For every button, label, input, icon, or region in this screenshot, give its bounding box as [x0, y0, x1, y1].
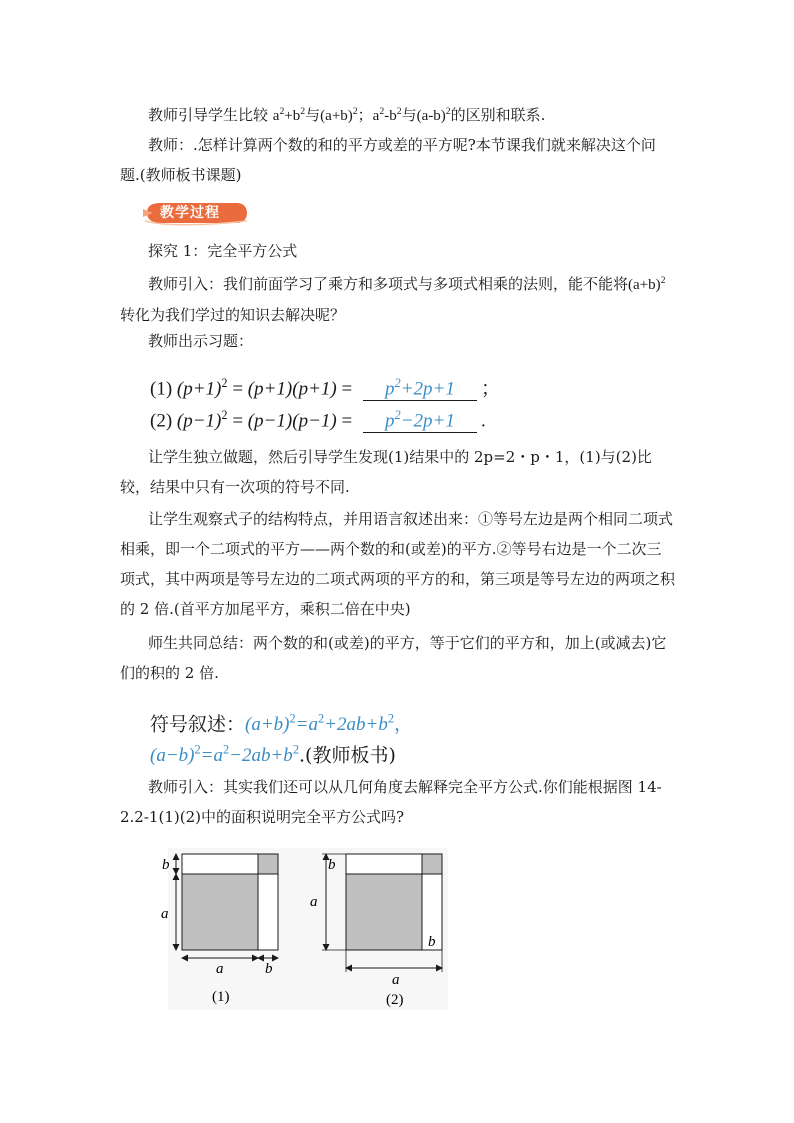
fig2-label-b-inner: b — [428, 934, 436, 950]
fig1-label-b-left: b — [162, 857, 170, 873]
fig2-caption: (2) — [386, 992, 404, 1008]
paragraph-structure: 让学生观察式子的结构特点，并用语言叙述出来：①等号左边是两个相同二项式相乘，即一个二项式的平方——两个数的和(或差)的平方.②等号右边是一个二次三项式，其中两项是等号左边的二项式两项的平方的和，第三项是等号左边的两项之积的 2 倍.(首平方加尾平方，乘积二倍在中央) — [120, 510, 676, 618]
symbolic-formula-1: 符号叙述：$(a+b)^2=a^2+2ab+b^2$， — [150, 712, 414, 736]
area-figures — [160, 848, 460, 1010]
fig2-label-a-left: a — [310, 894, 318, 910]
paragraph-question: 教师：.怎样计算两个数的和的平方或差的平方呢?本节课我们就来解决这个问题.(教师板书课题) — [120, 136, 656, 184]
explore-title: 探究 1：完全平方公式 — [148, 242, 298, 260]
fig1-label-a-bottom: a — [216, 961, 224, 977]
equation-1: (1) $(p+1)^2 = (p+1)(p+1) = p^2+2p+1$ ； — [150, 370, 500, 402]
paragraph-intro: 教师引入：我们前面学习了乘方和多项式与多项式相乘的法则，能不能将$(a+b)^2$转化为我们学过的知识去解决呢？ — [120, 275, 666, 324]
fig2-square-a — [346, 874, 422, 950]
paragraph-geometry: 教师引入：其实我们还可以从几何角度去解释完全平方公式.你们能根据图 14-2.2-1(1)(2)中的面积说明完全平方公式吗? — [120, 778, 662, 826]
fig1-label-a-left: a — [161, 906, 169, 922]
fig2-label-b-left: b — [328, 857, 336, 873]
exercise-intro: 教师出示习题： — [148, 332, 254, 350]
fig2-label-a-bottom: a — [392, 972, 400, 988]
badge-label: 教学过程 — [160, 205, 220, 221]
fig2-square-b — [422, 854, 442, 874]
fig1-label-b-bottom: b — [265, 961, 273, 977]
fig1-square-a — [182, 874, 258, 950]
equation-2: (2) $(p-1)^2 = (p-1)(p-1) = p^2-2p+1$ . — [150, 402, 486, 434]
fig1-caption: (1) — [212, 989, 230, 1005]
symbolic-formula-2: $(a-b)^2=a^2-2ab+b^2$.(教师板书) — [150, 743, 396, 767]
fig1-square-b — [258, 854, 278, 874]
paragraph-compare: 教师引导学生比较 $a^2+b^2$与$(a+b)^2$；$a^2-b^2$与$(a-b)^2$的区别和联系. — [148, 106, 546, 124]
paragraph-summary: 师生共同总结：两个数的和(或差)的平方，等于它们的平方和，加上(或减去)它们的积的 2 倍. — [120, 634, 667, 682]
answer-blank-2: $p^2-2p+1$ — [363, 404, 477, 433]
section-badge — [143, 199, 249, 227]
paragraph-observe: 让学生独立做题，然后引导学生发现(1)结果中的 2p=2・p・1，(1)与(2)比较，结果中只有一次项的符号不同. — [120, 448, 652, 496]
answer-blank-1: $p^2+2p+1$ — [363, 372, 477, 401]
